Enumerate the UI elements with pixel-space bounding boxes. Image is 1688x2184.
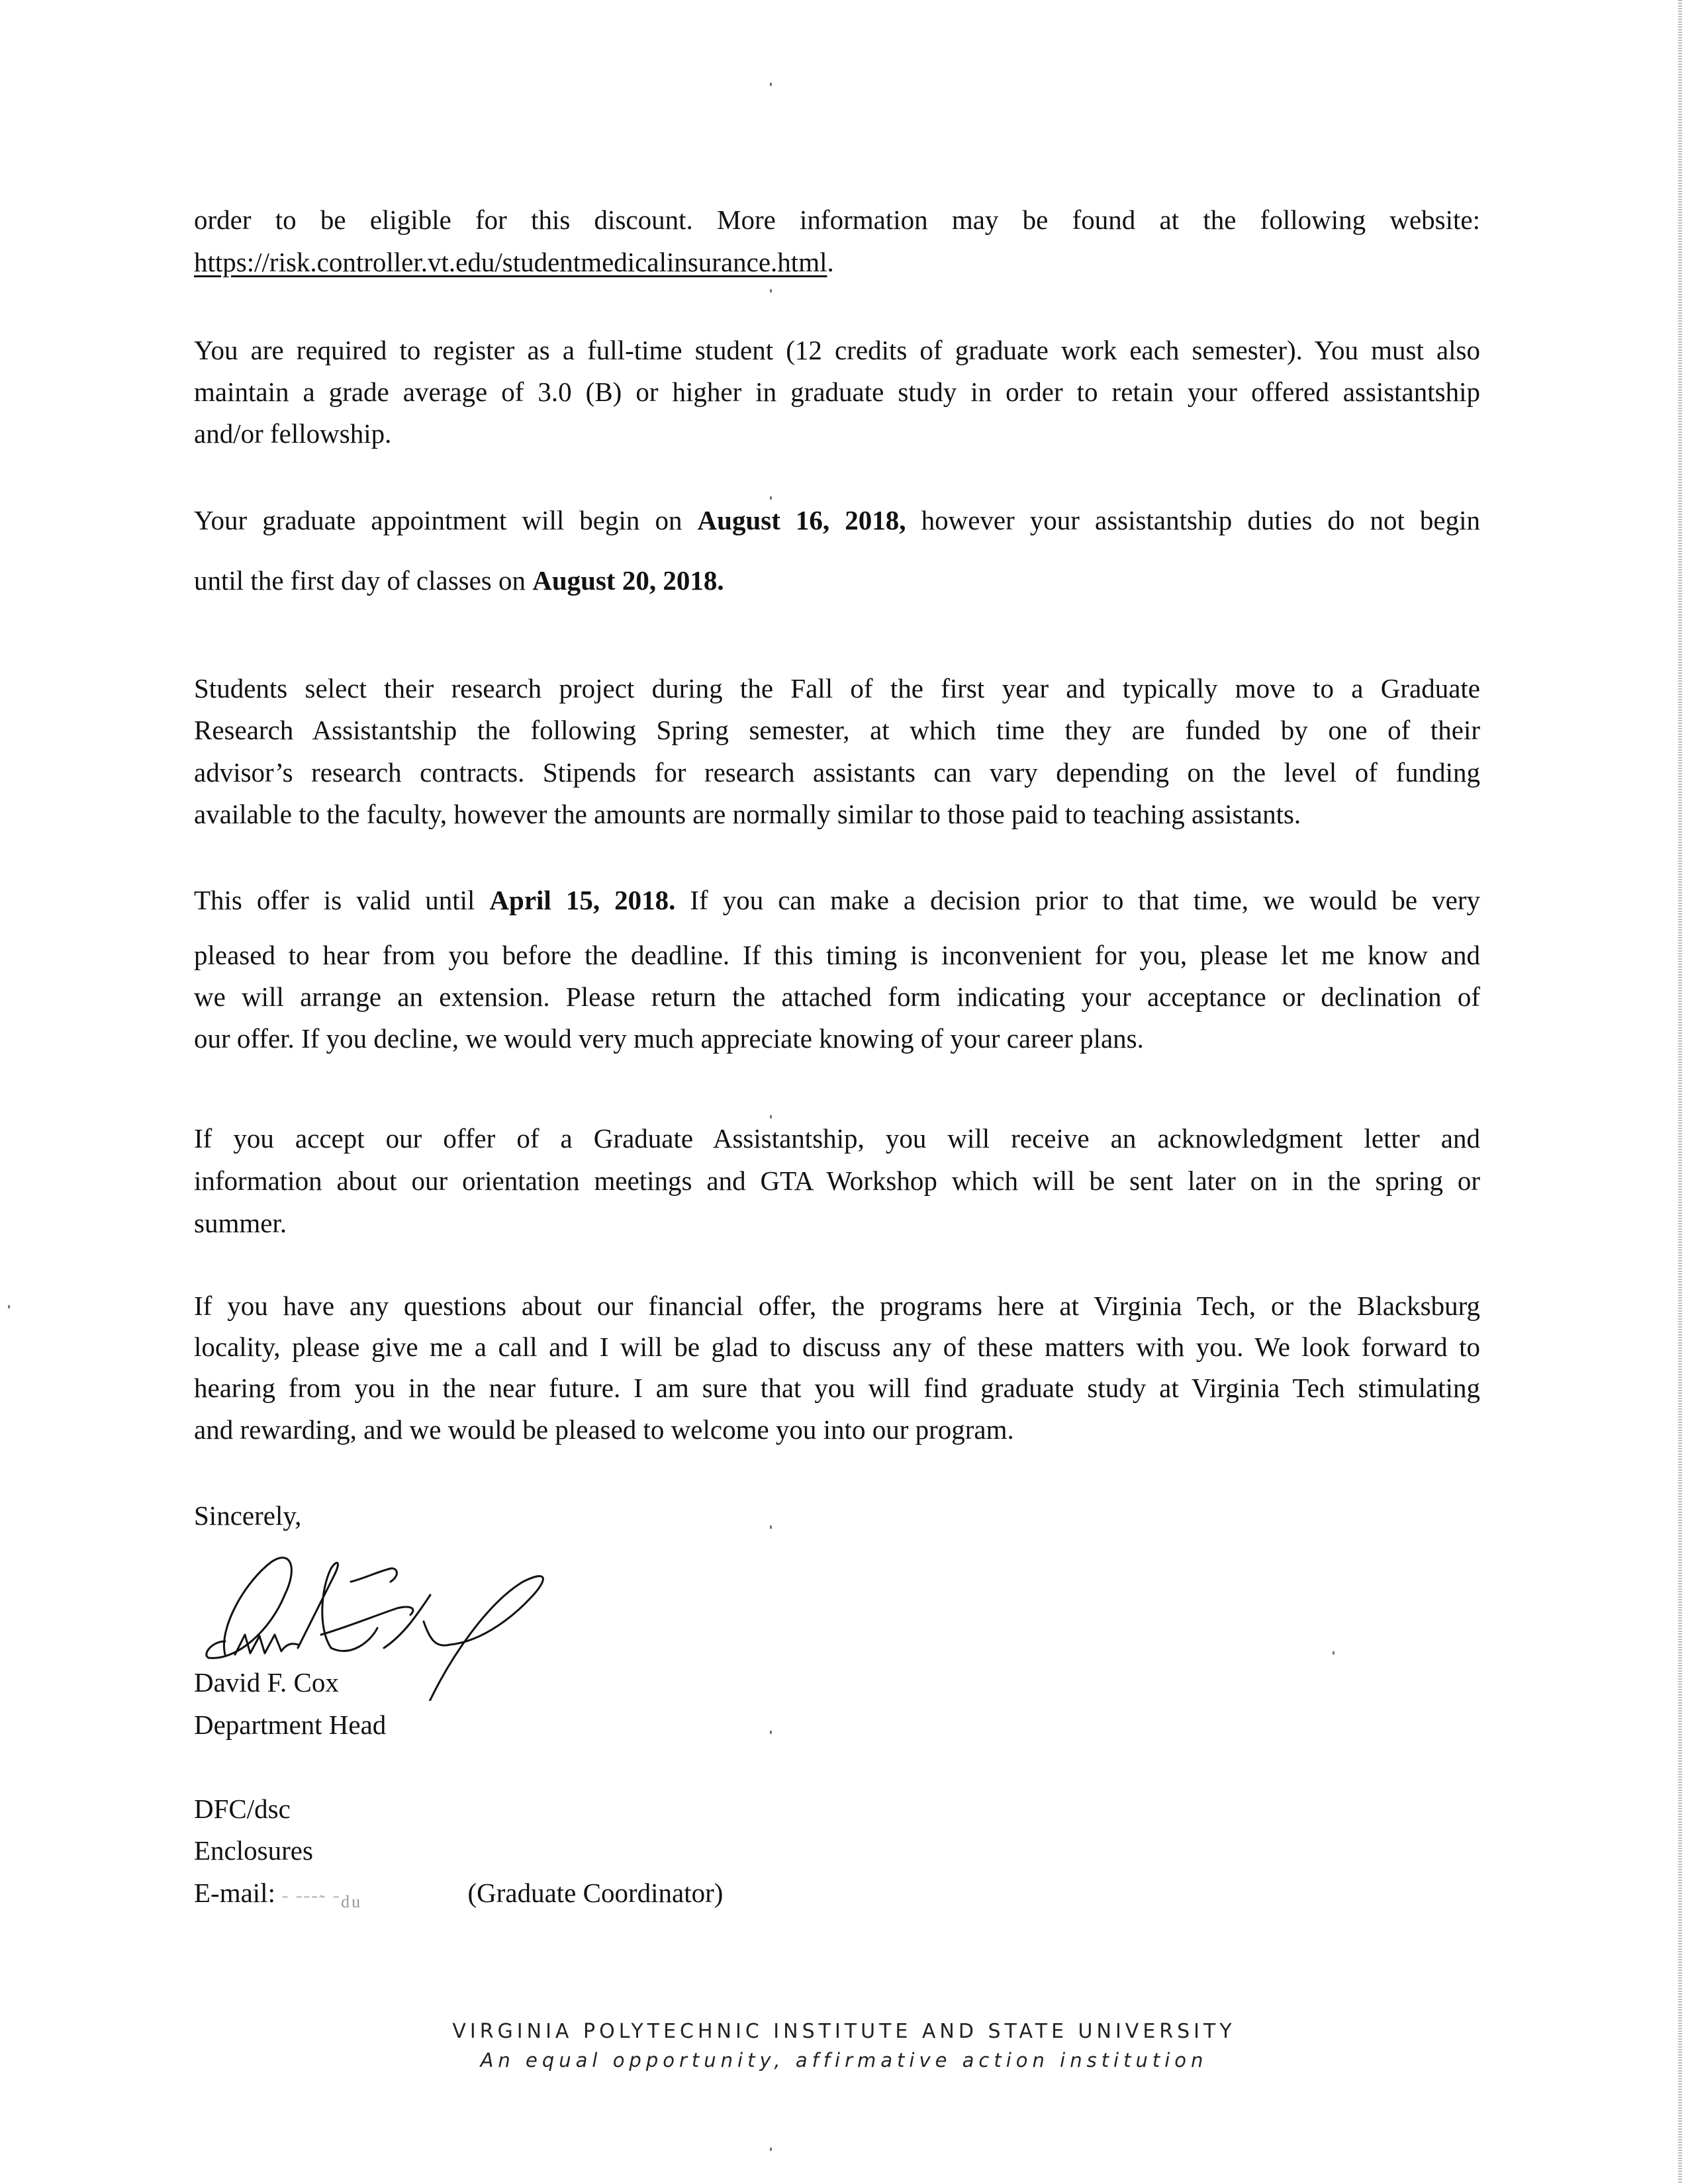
text: until the first day of classes on (194, 565, 533, 596)
scan-speck (770, 83, 772, 86)
paragraph-6-line-2: information about our orientation meetings and GTA Workshop which will be sent later on in the spring or (194, 1165, 1480, 1196)
paragraph-5-line-3: we will arrange an extension. Please return the attached form indicating your acceptance or declination of (194, 981, 1480, 1012)
email-line (194, 1877, 1480, 1909)
scan-edge-border (1678, 0, 1682, 2184)
text: If you can make a decision prior to that time, we would be very (675, 885, 1480, 915)
scan-speck (770, 1115, 772, 1118)
paragraph-6-line-1: If you accept our offer of a Graduate Assistantship, you will receive an acknowledgment letter and (194, 1123, 1480, 1154)
signer-title: Department Head (194, 1709, 387, 1740)
paragraph-3-line-1 (194, 504, 1480, 536)
institution-tagline: An equal opportunity, affirmative action institution (480, 2049, 1208, 2071)
paragraph-5-line-2: pleased to hear from you before the deadline. If this timing is inconvenient for you, please let me know and (194, 940, 1480, 970)
paragraph-7-line-2: locality, please give me a call and I will be glad to discuss any of these matters with you. We look forward to (194, 1332, 1480, 1362)
paragraph-5-line-1 (194, 884, 1480, 916)
signer-name: David F. Cox (194, 1667, 339, 1698)
scan-speck (8, 1305, 10, 1308)
email-role: (Graduate Coordinator) (467, 1878, 724, 1908)
paragraph-1-line-2 (194, 246, 1480, 278)
paragraph-2-line-3: and/or fellowship. (194, 418, 392, 449)
paragraph-4-line-1: Students select their research project during the Fall of the first year and typically move to a Graduate (194, 673, 1480, 704)
paragraph-4-line-2: Research Assistantship the following Spring semester, at which time they are funded by one of their (194, 715, 1480, 745)
paragraph-4-line-4: available to the faculty, however the amounts are normally similar to those paid to teaching assistants. (194, 799, 1301, 829)
enclosures-note: Enclosures (194, 1835, 313, 1866)
signature-stroke (235, 1635, 298, 1655)
signature-stroke (351, 1569, 397, 1582)
scan-speck (770, 496, 772, 500)
scan-speck (770, 289, 772, 293)
email-label: E-mail: (194, 1878, 275, 1908)
text: however your assistantship duties do not begin (906, 505, 1480, 535)
insurance-website-link[interactable]: https://risk.controller.vt.edu/studentmedicalinsurance.html (194, 247, 827, 277)
paragraph-4-line-3: advisor’s research contracts. Stipends for research assistants can vary depending on the level of funding (194, 757, 1480, 788)
paragraph-5-line-4: our offer. If you decline, we would very much appreciate knowing of your career plans. (194, 1023, 1144, 1054)
scan-speck (770, 2148, 772, 2151)
closing-salutation: Sincerely, (194, 1500, 302, 1531)
text: Your graduate appointment will begin on (194, 505, 698, 535)
classes-start-date: August 20, 2018. (532, 565, 724, 596)
paragraph-7-line-1: If you have any questions about our financial offer, the programs here at Virginia Tech, or the Blacksburg (194, 1291, 1480, 1321)
text: This offer is valid until (194, 885, 490, 915)
reference-initials: DFC/dsc (194, 1794, 291, 1824)
paragraph-1-line-1: order to be eligible for this discount. More information may be found at the following website: (194, 205, 1480, 235)
signature-stroke (321, 1607, 413, 1635)
email-address-redacted: ˉ ˉˉˉ˜ ˉdu (282, 1891, 363, 1911)
url-period: . (827, 247, 834, 277)
signature-stroke (298, 1563, 377, 1651)
paragraph-3-line-2 (194, 565, 1480, 596)
paragraph-7-line-3: hearing from you in the near future. I am sure that you will find graduate study at Virginia Tech stimulating (194, 1373, 1480, 1403)
paragraph-6-line-3: summer. (194, 1208, 287, 1238)
scan-speck (1333, 1651, 1335, 1655)
offer-deadline-date: April 15, 2018. (489, 885, 676, 915)
paragraph-2-line-1: You are required to register as a full-time student (12 credits of graduate work each semester). You must also (194, 335, 1480, 365)
paragraph-7-line-4: and rewarding, and we would be pleased to welcome you into our program. (194, 1414, 1014, 1445)
appointment-start-date: August 16, 2018, (697, 505, 906, 535)
institution-name: VIRGINIA POLYTECHNIC INSTITUTE AND STATE UNIVERSITY (452, 2020, 1236, 2043)
paragraph-2-line-2: maintain a grade average of 3.0 (B) or higher in graduate study in order to retain your offered assistantship (194, 377, 1480, 407)
